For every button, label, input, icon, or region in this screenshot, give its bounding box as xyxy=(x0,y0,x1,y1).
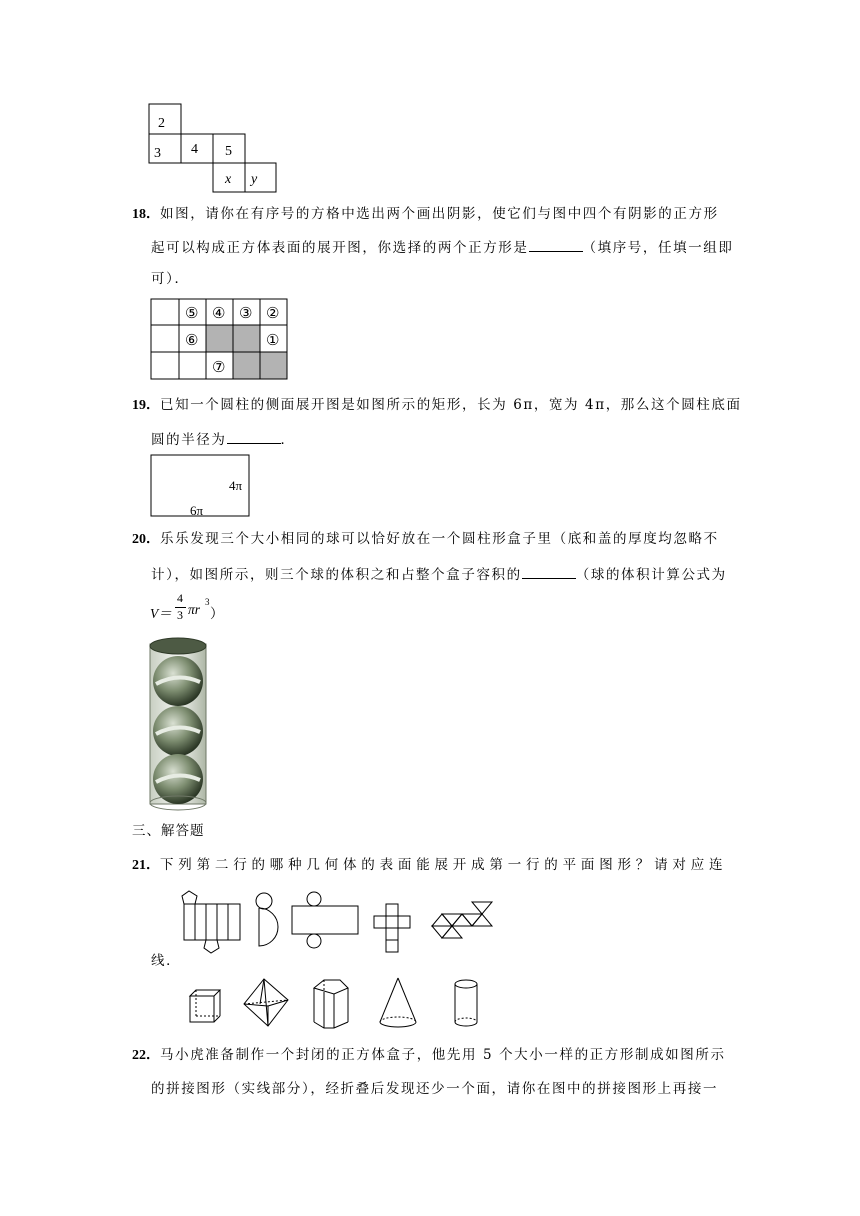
q19-rectangle-figure xyxy=(150,454,252,518)
q19-line1 xyxy=(132,396,742,415)
q21-line1 xyxy=(132,856,727,875)
grid-label-7: ⑦ xyxy=(212,360,226,376)
q21-nets-row xyxy=(178,890,496,956)
net-cell-3: 3 xyxy=(154,146,161,161)
q20-text-2b: （球的体积计算公式为 xyxy=(575,567,727,583)
octahedron-net xyxy=(432,902,492,938)
grid-label-4: ④ xyxy=(212,306,226,322)
net-cell-5: 5 xyxy=(225,144,232,159)
q21-text-1: 下列第二行的哪种几何体的表面能展开成第一行的平面图形？请对应连 xyxy=(160,857,728,873)
q19-line2 xyxy=(151,429,296,449)
cylinder-net xyxy=(292,892,358,948)
q22-line2 xyxy=(151,1080,718,1098)
formula-lhs: V＝ xyxy=(150,606,172,621)
q21-solids-row xyxy=(184,974,484,1032)
q18-text-1: 如图，请你在有序号的方格中选出两个画出阴影，使它们与图中四个有阴影的正方形 xyxy=(160,206,719,222)
q21-number: 21． xyxy=(132,858,160,873)
rect-width-label: 6π xyxy=(190,503,204,518)
q22-text-1: 马小虎准备制作一个封闭的正方体盒子，他先用 5 个大小一样的正方形制成如图所示 xyxy=(160,1047,726,1063)
formula-pi-r: πr xyxy=(188,602,201,617)
rect-height-label: 4π xyxy=(229,478,243,493)
q18-line2 xyxy=(151,237,734,257)
q22-line1 xyxy=(132,1046,726,1065)
grid-label-3: ③ xyxy=(239,306,253,322)
q19-number: 19． xyxy=(132,398,160,413)
cone-net xyxy=(256,893,278,946)
q18-line3 xyxy=(151,270,190,288)
formula-close-paren: ） xyxy=(210,606,224,621)
q18-grid-figure xyxy=(150,298,290,382)
grid-label-6: ⑥ xyxy=(185,333,199,349)
cube-solid xyxy=(190,990,220,1022)
q19-text-2: 圆的半径为 xyxy=(151,432,227,448)
q19-text-2-end: ． xyxy=(280,432,296,448)
q18-answer-blank[interactable] xyxy=(529,237,583,252)
q20-text-2a: 计），如图所示，则三个球的体积之和占整个盒子容积的 xyxy=(151,567,522,583)
octahedron-solid xyxy=(244,979,288,1026)
formula-denominator: 3 xyxy=(177,608,183,622)
cube-net-figure-xy xyxy=(148,103,278,195)
q20-number: 20． xyxy=(132,532,160,547)
formula-exponent: 3 xyxy=(205,597,210,607)
grid-label-5: ⑤ xyxy=(185,306,199,322)
grid-label-1: ① xyxy=(266,333,280,349)
pentagonal-prism-net xyxy=(182,891,240,953)
q22-text-2: 的拼接图形（实线部分），经折叠后发现还少一个面，请你在图中的拼接图形上再接一 xyxy=(151,1081,719,1097)
net-cell-x: x xyxy=(225,172,232,187)
net-cell-4: 4 xyxy=(191,142,198,157)
section-3-title: 三、解答题 xyxy=(132,823,205,839)
q19-text-1: 已知一个圆柱的侧面展开图是如图所示的矩形，长为 6π，宽为 4π，那么这个圆柱底面 xyxy=(160,397,742,413)
grid-label-2: ② xyxy=(266,306,280,322)
q22-number: 22． xyxy=(132,1048,160,1063)
cone-solid xyxy=(380,978,416,1027)
pentagonal-prism-solid xyxy=(314,980,348,1028)
formula-numerator: 4 xyxy=(177,591,183,605)
q18-text-2a: 起可以构成正方体表面的展开图，你选择的两个正方形是 xyxy=(151,240,529,256)
net-cell-y: y xyxy=(251,172,258,187)
q20-text-1: 乐乐发现三个大小相同的球可以恰好放在一个圆柱形盒子里（底和盖的厚度均忽略不 xyxy=(160,531,719,547)
q20-answer-blank[interactable] xyxy=(522,564,576,579)
q18-number: 18． xyxy=(132,207,160,222)
q18-line1 xyxy=(132,205,719,224)
q18-text-2b: （填序号，任填一组即 xyxy=(582,240,734,256)
q21-line2 xyxy=(151,952,181,970)
cylinder-solid xyxy=(455,980,477,1026)
q18-text-3: 可）． xyxy=(151,271,190,287)
net-cell-2: 2 xyxy=(158,116,165,131)
q19-answer-blank[interactable] xyxy=(227,429,281,444)
q20-line1 xyxy=(132,530,719,549)
cube-cross-net xyxy=(374,904,410,952)
q20-line2 xyxy=(151,564,727,584)
cylinder-with-three-balls-image xyxy=(144,636,212,812)
q21-text-2: 线． xyxy=(151,953,182,969)
